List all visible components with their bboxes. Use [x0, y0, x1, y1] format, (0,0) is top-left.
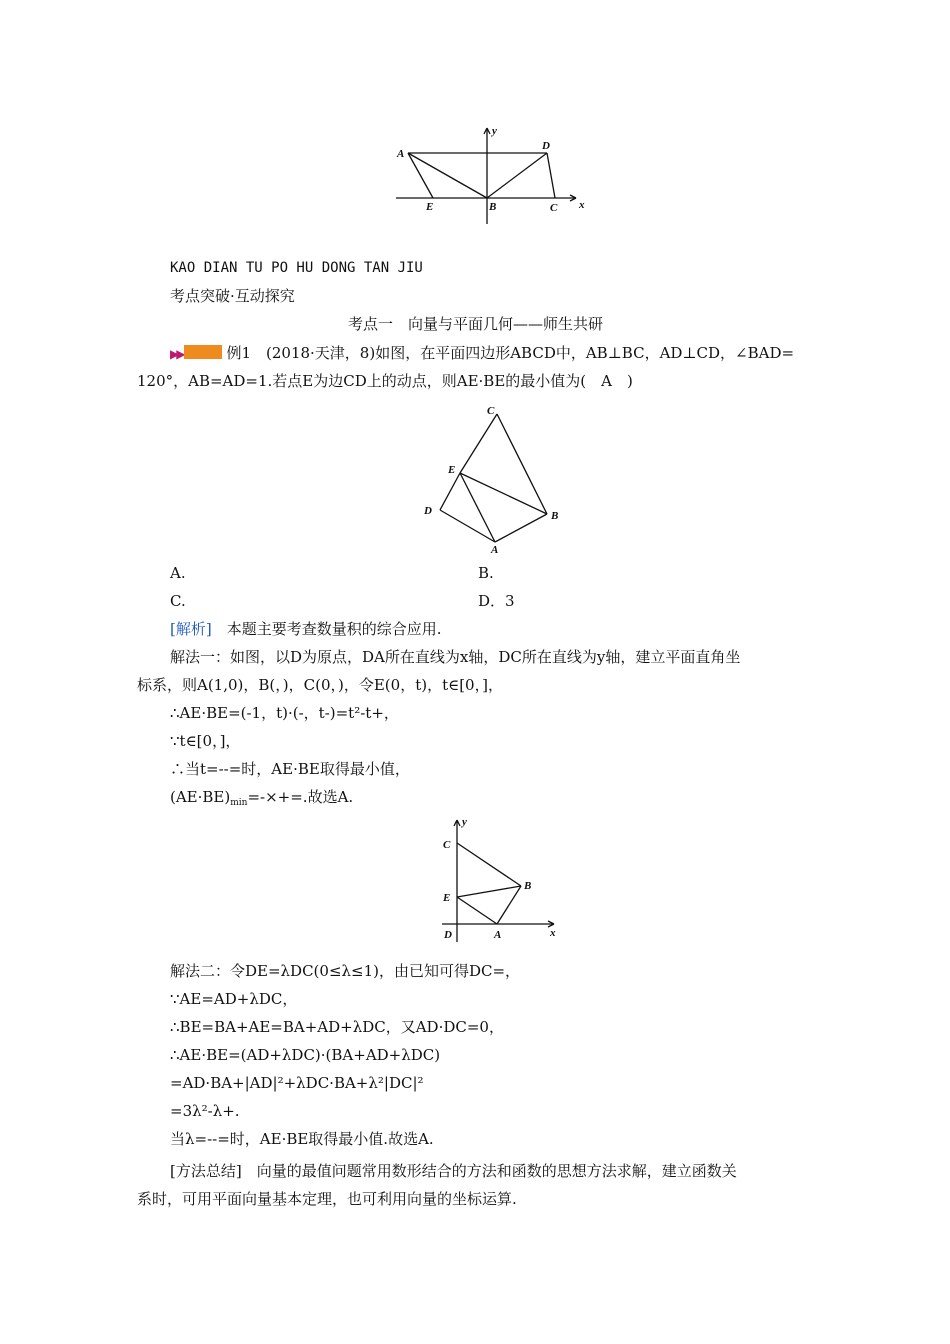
- method2-line-5: =AD·BA+|AD|²+λDC·BA+λ²|DC|²: [170, 1074, 424, 1092]
- label-D: D: [542, 140, 550, 152]
- pinyin-heading: KAO DIAN TU PO HU DONG TAN JIU: [170, 260, 423, 276]
- option-b: B.: [478, 564, 494, 582]
- summary-line-2: 系时，可用平面向量基本定理，也可利用向量的坐标运算.: [137, 1190, 517, 1208]
- figure-quadrilateral: [415, 400, 575, 560]
- label-E: E: [448, 464, 456, 476]
- label-C: C: [487, 405, 495, 417]
- example-line-2: 120°，AB=AD=1.若点E为边CD上的动点，则AE·BE的最小值为( A ): [137, 372, 633, 390]
- segment-AB: [495, 514, 547, 542]
- label-y: y: [462, 816, 467, 828]
- example-text-1: 例1 (2018·天津，8)如图，在平面四边形ABCD中，AB⊥BC，AD⊥CD，∠BAD=: [226, 344, 795, 362]
- label-y: y: [492, 125, 497, 137]
- orange-tag-icon: [184, 345, 222, 359]
- segment-EB: [457, 886, 521, 897]
- method2-line-1: 解法二：令DE=λDC(0≤λ≤1)，由已知可得DC=，: [170, 962, 521, 980]
- segment-CB: [457, 843, 521, 886]
- method2-line-7: 当λ=--=时，AE·BE取得最小值.故选A.: [170, 1130, 434, 1148]
- option-a: A.: [170, 564, 186, 582]
- method1-line-6: $(AE\cdot BE)_{min}=-\times+=$.故选A.: [170, 788, 354, 808]
- label-C: C: [550, 202, 558, 214]
- figure-coordinate-trapezoid: [390, 120, 590, 230]
- method2-line-3: ∴BE=BA+AE=BA+AD+λDC，又AD·DC=0，: [170, 1018, 504, 1036]
- method2-line-4: ∴AE·BE=(AD+λDC)·(BA+AD+λDC): [170, 1046, 441, 1064]
- summary-line-1: [方法总结] 向量的最值问题常用数形结合的方法和函数的思想方法求解，建立函数关: [170, 1162, 737, 1180]
- method1-line-2: 标系，则A(1,0)，B(，)，C(0，)，令E(0，t)，t∈[0，]，: [137, 676, 503, 694]
- option-c: C.: [170, 592, 186, 610]
- analysis-bracket: [解析]: [170, 620, 212, 638]
- option-d: D．3: [478, 592, 515, 610]
- label-A: A: [494, 929, 502, 941]
- segment-BA: [497, 886, 521, 924]
- segment-ED: [440, 473, 460, 510]
- label-B: B: [551, 510, 559, 522]
- label-x: x: [579, 199, 585, 211]
- segment-BC: [497, 414, 547, 514]
- analysis-text: 本题主要考查数量积的综合应用.: [211, 620, 442, 638]
- segment-DC: [547, 153, 555, 198]
- label-D: D: [444, 929, 452, 941]
- label-C: C: [443, 839, 451, 851]
- segment-EA: [457, 897, 497, 924]
- segment-EB: [460, 473, 547, 514]
- label-D: D: [424, 505, 432, 517]
- double-arrow-icon: ▶▶: [170, 347, 183, 361]
- label-A: A: [397, 148, 405, 160]
- section-title: 考点突破·互动探究: [170, 287, 295, 305]
- label-x: x: [550, 927, 556, 939]
- method1-line-5: ∴当t=--=时，AE·BE取得最小值，: [170, 760, 410, 778]
- analysis-line: [170, 618, 442, 640]
- example-line-1: [170, 342, 794, 365]
- method1-line-4: ∵t∈[0，]，: [170, 732, 241, 750]
- segment-DB: [487, 153, 547, 198]
- method2-line-6: =3λ²-λ+.: [170, 1102, 240, 1120]
- method2-line-2: ∵AE=AD+λDC，: [170, 990, 298, 1008]
- method1-line-3: ∴AE·BE=(-1，t)·(-，t-)=t²-t+，: [170, 704, 399, 722]
- segment-CE: [460, 414, 497, 473]
- label-A: A: [491, 544, 499, 556]
- method1-line-1: 解法一：如图，以D为原点，DA所在直线为x轴，DC所在直线为y轴，建立平面直角坐: [170, 648, 741, 666]
- label-E: E: [426, 201, 434, 213]
- label-E: E: [443, 892, 451, 904]
- figure-coordinate-method1: [430, 812, 570, 952]
- topic-title: 考点一 向量与平面几何——师生共研: [348, 315, 604, 333]
- label-B: B: [489, 201, 497, 213]
- label-B: B: [524, 880, 532, 892]
